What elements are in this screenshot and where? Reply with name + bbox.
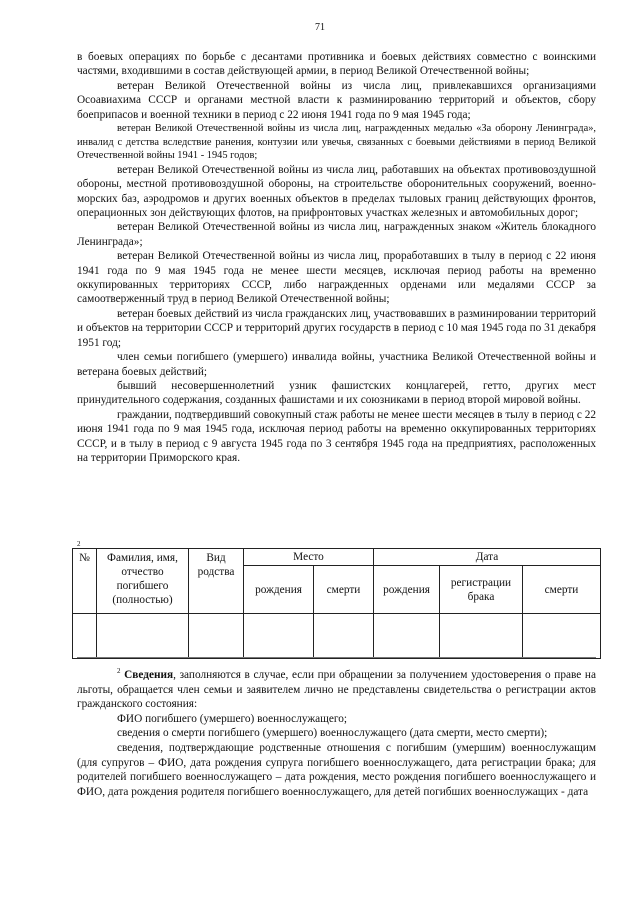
paragraph: член семьи погибшего (умершего) инвалида войны, участника Великой Отечественной войны и ветерана боевых действий; <box>77 351 596 378</box>
footnote-intro-text: , заполняются в случае, если при обращении за получением удостоверения о праве на льготы, обращается член семьи и заявителем лично не представлены свидетельства о регистрации актов гражданского состояния: <box>77 669 596 711</box>
document-body <box>77 50 596 465</box>
subheader-marriage-date: регистрации брака <box>440 566 523 614</box>
cell-birth-place[interactable] <box>244 614 314 659</box>
cell-birth-date[interactable] <box>374 614 440 659</box>
header-place: Место <box>244 549 374 566</box>
header-fio: Фамилия, имя, отчество погибшего (полностью) <box>97 549 189 614</box>
cell-death-date[interactable] <box>523 614 601 659</box>
subheader-death-place: смерти <box>314 566 374 614</box>
paragraph: ветеран Великой Отечественной войны из числа лиц, награжденных знаком «Житель блокадного Ленинграда»; <box>77 221 596 248</box>
footnote-mark: 2 <box>117 667 121 676</box>
page-number: 71 <box>315 22 325 33</box>
paragraph: в боевых операциях по борьбе с десантами противника и боевых действиях совместно с воинскими частями, входившими в состав действующей армии, в период Великой Отечественной войны; <box>77 51 596 78</box>
paragraph: ветеран Великой Отечественной войны из числа лиц, награжденных медалью «За оборону Ленинграда», инвалид с детства вследствие ранения, контузии или увечья, связанных с боевыми действиями в период Великой Отечественной войны 1941 - 1945 годов; <box>77 123 596 162</box>
subheader-birth-date: рождения <box>374 566 440 614</box>
deceased-info-table <box>72 548 601 659</box>
cell-death-place[interactable] <box>314 614 374 659</box>
header-kinship: Вид родства <box>189 549 244 614</box>
cell-fio[interactable] <box>97 614 189 659</box>
footnote <box>77 668 596 799</box>
cell-number[interactable] <box>73 614 97 659</box>
footnote-item: сведения о смерти погибшего (умершего) военнослужащего (дата смерти, место смерти); <box>117 727 548 740</box>
footnote-item: сведения, подтверждающие родственные отношения с погибшим (умершим) военнослужащим (для супругов – ФИО, дата рождения супруга погибшего военнослужащего, дата регистрации брака; для родителей погибшего военнослужащего – дата рождения, место рождения погибшего военнослужащего и ФИО, дата рождения родителя погибшего военнослужащего, для детей погибших военнослужащих - дата <box>77 741 596 798</box>
paragraph: ветеран Великой Отечественной войны из числа лиц, проработавших в тылу в период с 22 июня 1941 года по 9 мая 1945 года не менее шести месяцев, исключая период работы на временно оккупированных территориях СССР, либо награжденных орденами или медалями СССР за самоотверженный труд в период Великой Отечественной войны; <box>77 250 596 306</box>
cell-kinship[interactable] <box>189 614 244 659</box>
subheader-death-date: смерти <box>523 566 601 614</box>
subheader-birth-place: рождения <box>244 566 314 614</box>
footnote-intro <box>77 668 596 712</box>
header-number: № <box>73 549 97 614</box>
paragraph: граждании, подтвердивший совокупный стаж работы не менее шести месяцев в тылу в период с 22 июня 1941 года по 9 мая 1945 года, исключая период работы на временно оккупированных территориях СССР, и в тылу в период с 9 августа 1945 года по 3 сентября 1945 года на предприятиях, расположенных на территории Приморского края. <box>77 408 596 464</box>
header-date: Дата <box>374 549 601 566</box>
paragraph: бывший несовершеннолетний узник фашистских концлагерей, гетто, других мест принудительного содержания, созданных фашистами и их союзниками в период второй мировой войны. <box>77 379 596 407</box>
footnote-item: ФИО погибшего (умершего) военнослужащего; <box>117 712 347 725</box>
footnote-divider <box>77 657 596 658</box>
cell-marriage-date[interactable] <box>440 614 523 659</box>
table-row <box>73 614 601 659</box>
paragraph: ветеран Великой Отечественной войны из числа лиц, привлекавшихся организациями Осоавиахима СССР и органами местной власти к разминированию территорий и объектов, сбору боеприпасов и военной техники в период с 22 июня 1941 года по 9 мая 1945 года; <box>77 79 596 121</box>
table-footnote-mark: 2 <box>77 540 81 548</box>
paragraph: ветеран боевых действий из числа гражданских лиц, участвовавших в разминировании территорий и объектов на территории СССР и территорий других государств в период с 10 мая 1945 года по 31 декабря 1951 год; <box>77 307 596 349</box>
paragraph: ветеран Великой Отечественной войны из числа лиц, работавших на объектах противовоздушной обороны, местной противовоздушной обороны, на строительстве оборонительных сооружений, военно-морских баз, аэродромов и других военных объектов в пределах тыловых границ действующих фронтов, операционных зон действующих флотов, на прифронтовых участках железных и автомобильных дорог; <box>77 163 596 220</box>
footnote-term: Сведения <box>124 669 174 681</box>
